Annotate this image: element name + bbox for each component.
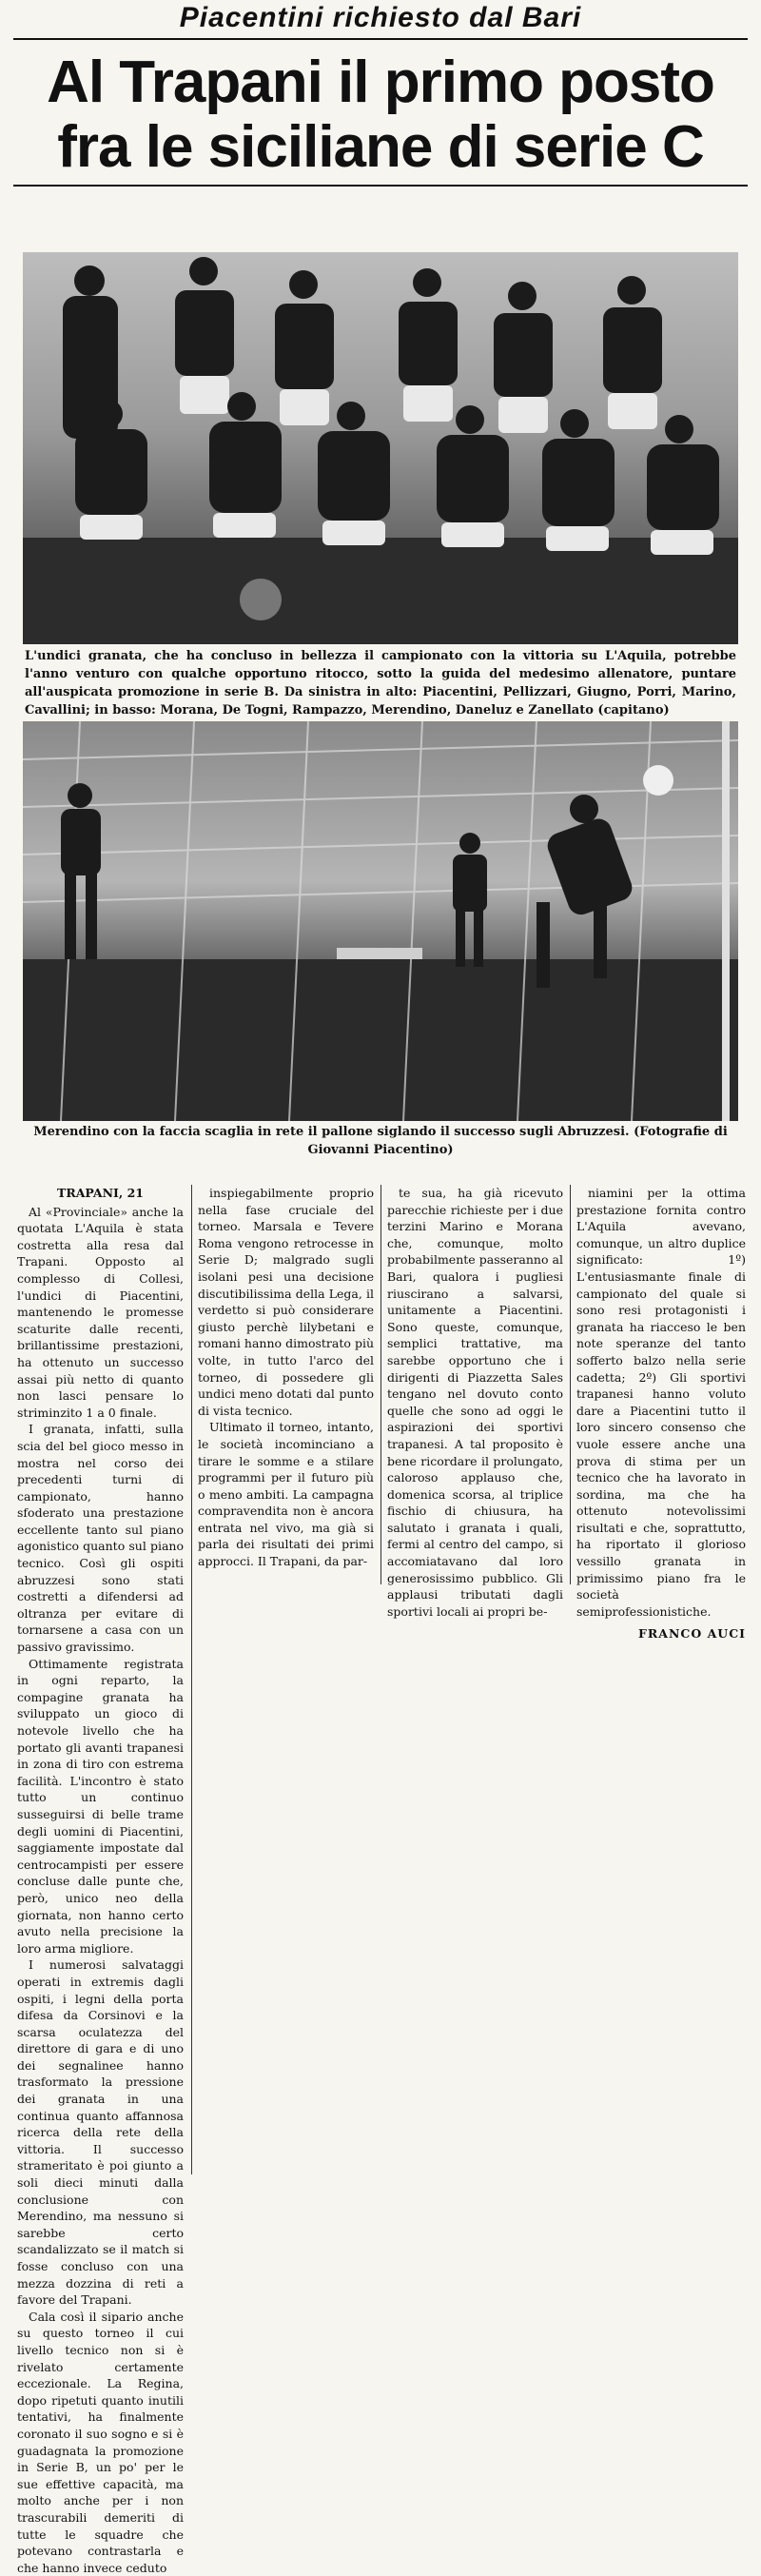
article-column-1 <box>17 1185 184 2575</box>
team-photo-image <box>23 252 738 644</box>
kicker: Piacentini richiesto dal Bari <box>179 2 582 33</box>
column-3-paragraph: te sua, ha già ricevuto parecchie richieste per i due terzini Marino e Morana che, comunque, molto probabilmente passeranno al Bari, qualora i pugliesi riuscirano a salvarsi, unitamente a Piacentini. Sono queste, comunque, semplici trattative, ma sarebbe opportuno che i dirigenti di Piazzetta Sales tengano nel dovuto conto quelle che sono ad oggi le aspirazioni dei sportivi trapanesi. A tal proposito è bene ricordare il prolungato, caloroso applauso che, domenica scorsa, al triplice fischio di chiusura, ha salutato i granata i quali, fermi al centro del campo, si accomiatavano dal loro generosissimo pubblico. Gli applausi tributati dagli sportivi locali ai propri be- <box>387 1186 563 1619</box>
article-column-4 <box>576 1185 746 1642</box>
column-1-paragraph: I granata, infatti, sulla scia del bel gioco messo in mostra nel corso dei precedenti turni di campionato, hanno sfoderato una prestazione eccellente tanto sul piano agonistico quanto sul piano tecnico. Così gli ospiti abruzzesi sono stati costretti a difendersi ad oltranza per evitare di tornarsene a casa con un passivo gravissimo. <box>17 1422 184 1655</box>
article-column-2 <box>198 1185 374 1584</box>
column-1-paragraph: Cala così il sipario anche su questo torneo il cui livello tecnico non si è rivelato certamente eccezionale. La Regina, dopo ripetuti quanto inutili tentativi, ha finalmente coronato il suo sogno e si è guadagnata la promozione in Serie B, un po' per le sue effettive capacità, ma molto anche per i non trascurabili demeriti di tutte le squadre che potevano contrastarla e che hanno invece ceduto <box>17 2309 184 2575</box>
dateline: TRAPANI, 21 <box>57 1186 144 1200</box>
column-1-paragraph: Ottimamente registrata in ogni reparto, la compagine granata ha sviluppato un gioco di notevole livello che ha portato gli avanti trapanesi in zona di tiro con estrema facilità. L'incontro è stato tutto un continuo susseguirsi di belle trame degli uomini di Piacentini, saggiamente impostate dal centrocampisti per essere concluse dalle punte che, però, unico neo della giornata, non hanno certo avuto nella precisione la loro arma migliore. <box>17 1656 184 1956</box>
column-1-paragraph: Al «Provinciale» anche la quotata L'Aquila è stata costretta alla resa dal Trapani. Opposto al complesso di Collesi, l'undici di Piacentini, mantenendo le promesse scaturite dalle recenti, brillantissime prestazioni, ha ottenuto un successo assai più netto di quanto non lasci pensare lo striminzito 1 a 0 finale. <box>17 1204 184 1420</box>
column-divider <box>191 1185 192 2174</box>
column-divider <box>380 1185 381 1584</box>
headline-line-1: Al Trapani il primo posto <box>47 49 714 115</box>
photo-caption-2: Merendino con la faccia scaglia in rete il pallone siglando il successo sugli Abruzzesi. (Fotografie di Giovanni Piacentino) <box>33 1125 728 1157</box>
action-photo <box>23 721 738 1121</box>
football-icon <box>240 579 282 620</box>
rule-top <box>13 38 748 40</box>
ball-icon <box>643 765 673 796</box>
column-4-paragraph: niamini per la ottima prestazione fornita contro L'Aquila avevano, comunque, un altro duplice significato: 1º) L'entusiasmante finale di campionato del quale si sono resi protagonisti i granata ha riacceso le ben note speranze del tanto sofferto balzo nella serie cadetta; 2º) Gli sportivi trapanesi hanno voluto dare a Piacentini tutto il loro sincero consenso che vuole essere anche una prova di stima per un tecnico che ha lavorato in sordina, ma che ha ottenuto notevolissimi risultati e che, soprattutto, ha riportato il glorioso vessillo granata in primissimo piano fra le società semiprofessionistiche. <box>576 1186 746 1619</box>
team-photo <box>23 252 738 644</box>
author-signature: FRANCO AUCI <box>638 1626 746 1642</box>
column-2-paragraph: Ultimato il torneo, intanto, le società incominciano a tirare le somme e a stilare programmi per il futuro più o meno ambiti. La campagna compravendita non è ancora entrata nel vivo, ma già si parla dei risultati dei primi approcci. Il Trapani, da par- <box>198 1420 374 1569</box>
photo-caption-1: L'undici granata, che ha concluso in bellezza il campionato con la vittoria su L'Aquila, potrebbe l'anno venturo con qualche opportuno ritocco, sotto la guida del medesimo allenatore, puntare all'auspicata promozione in serie B. Da sinistra in alto: Piacentini, Pellizzari, Giugno, Porri, Marino, Cavallini; in basso: Morana, De Togni, Rampazzo, Merendino, Daneluz e Zanellato (capitano) <box>25 649 736 718</box>
headline-line-2: fra le siciliane di serie C <box>57 114 704 180</box>
article-column-3 <box>387 1185 563 1619</box>
action-photo-image <box>23 721 738 1121</box>
column-divider <box>570 1185 571 1584</box>
rule-headline <box>13 185 748 187</box>
column-1-paragraph: I numerosi salvataggi operati in extremis dagli ospiti, i legni della porta difesa da Corsinovi e la scarsa oculatezza del direttore di gara e di uno dei segnalinee hanno trasformato la pressione dei granata in una continua quanto affannosa ricerca della rete della vittoria. Il successo strameritato è poi giunto a soli dieci minuti dalla conclusione con Merendino, ma nessuno si sarebbe certo scandalizzato se il match si fosse concluso con una mezza dozzina di reti a favore del Trapani. <box>17 1957 184 2308</box>
column-2-paragraph: inspiegabilmente proprio nella fase cruciale del torneo. Marsala e Tevere Roma vengono retrocesse in Serie D; malgrado sugli isolani pesi una decisione discutibilissima della Lega, il verdetto si può considerare giusto perchè lilybetani e romani hanno dimostrato più volte, in tutto l'arco del torneo, di possedere gli undici meno dotati dal punto di vista tecnico. <box>198 1186 374 1418</box>
